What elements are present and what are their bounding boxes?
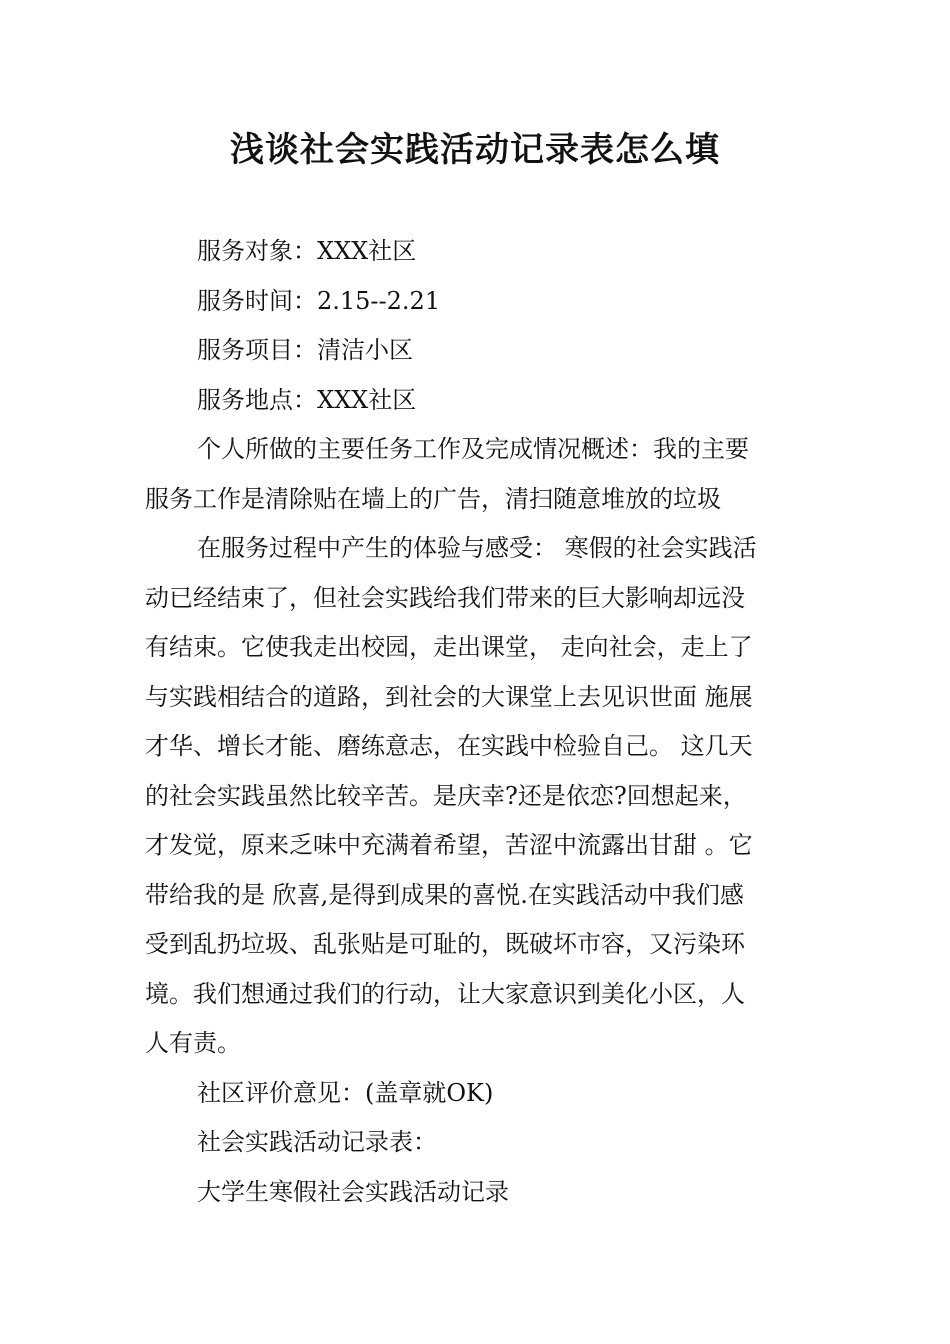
text-line: 境。我们想通过我们的行动，让大家意识到美化小区，人 <box>145 979 745 1008</box>
text-line: 动已经结束了，但社会实践给我们带来的巨大影响却远没 <box>145 583 745 612</box>
text-line: 的社会实践虽然比较辛苦。是庆幸?还是依恋?回想起来， <box>145 781 747 810</box>
text-line: 服务项目：清洁小区 <box>197 336 413 364</box>
text-line: 社区评价意见：(盖章就OK) <box>197 1078 494 1107</box>
text-line: 社会实践活动记录表： <box>197 1128 437 1156</box>
text-line: 有结束。它使我走出校园，走出课堂， 走向社会，走上了 <box>145 633 753 661</box>
text-line: 服务对象：XXX社区 <box>197 237 417 265</box>
text-line: 才发觉，原来乏味中充满着希望，苦涩中流露出甘甜 。它 <box>145 831 753 859</box>
text-line: 受到乱扔垃圾、乱张贴是可耻的，既破坏市容，又污染环 <box>145 930 745 958</box>
text-line: 个人所做的主要任务工作及完成情况概述：我的主要 <box>197 435 749 463</box>
text-line: 服务工作是清除贴在墙上的广告，清扫随意堆放的垃圾 <box>145 484 721 513</box>
text-line: 才华、增长才能、磨练意志，在实践中检验自己。 这几天 <box>145 732 753 760</box>
text-line: 与实践相结合的道路，到社会的大课堂上去见识世面 施展 <box>145 682 753 711</box>
text-line: 人有责。 <box>145 1029 241 1057</box>
text-line: 在服务过程中产生的体验与感受： 寒假的社会实践活 <box>197 534 757 562</box>
document-title: 浅谈社会实践活动记录表怎么填 <box>230 130 720 170</box>
document-body <box>145 227 807 1217</box>
text-line: 服务时间：2.15--2.21 <box>197 286 441 315</box>
text-line: 带给我的是 欣喜,是得到成果的喜悦.在实践活动中我们感 <box>145 880 744 909</box>
text-line: 服务地点：XXX社区 <box>197 385 417 414</box>
text-line: 大学生寒假社会实践活动记录 <box>197 1177 509 1206</box>
